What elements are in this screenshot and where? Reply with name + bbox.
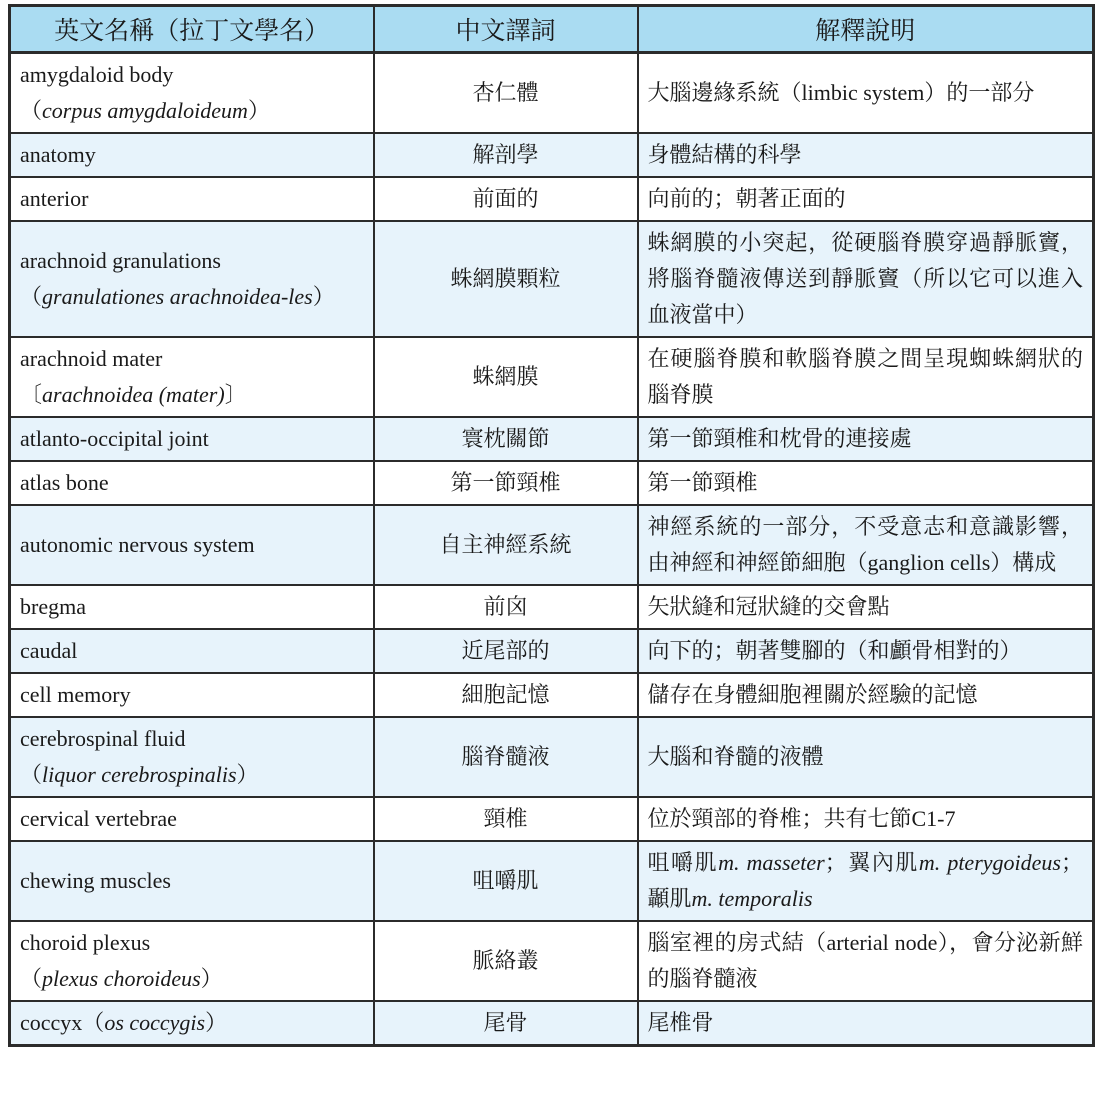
explanation-segment: 位於頸部的脊椎；共有七節C1-7: [647, 806, 956, 831]
term-cell: [10, 177, 374, 221]
chinese-translation: 寰枕關節: [374, 417, 638, 461]
english-term: autonomic nervous system: [20, 532, 255, 557]
header-cell-chinese-translation: 中文譯詞: [374, 6, 638, 53]
chinese-translation: 近尾部的: [374, 629, 638, 673]
term-cell: [10, 133, 374, 177]
latin-name: （plexus choroideus）: [20, 966, 223, 991]
table-row: [10, 673, 1094, 717]
table-row: [10, 53, 1094, 134]
table-row: [10, 337, 1094, 417]
term-cell: [10, 53, 374, 134]
term-cell: [10, 921, 374, 1001]
explanation-cell: [638, 717, 1094, 797]
term-cell: [10, 1001, 374, 1046]
explanation-segment: 神經系統的一部分，不受意志和意識影響，由神經和神經節細胞（ganglion cells）構成: [647, 514, 1083, 575]
term-cell: [10, 841, 374, 921]
term-cell: [10, 337, 374, 417]
header-row: [10, 6, 1094, 53]
english-term: bregma: [20, 594, 86, 619]
table-body: [10, 53, 1094, 1046]
table-row: [10, 505, 1094, 585]
explanation-segment: 身體結構的科學: [647, 142, 802, 167]
chinese-translation: 自主神經系統: [374, 505, 638, 585]
english-term: atlas bone: [20, 470, 109, 495]
explanation-segment: 咀嚼肌: [647, 850, 719, 875]
explanation-cell: [638, 53, 1094, 134]
explanation-segment: m. masseter: [718, 850, 825, 875]
term-cell: [10, 797, 374, 841]
english-term: cell memory: [20, 682, 131, 707]
latin-text: liquor cerebrospinalis: [42, 762, 237, 787]
english-term: cerebrospinal fluid: [20, 726, 186, 751]
english-term: atlanto-occipital joint: [20, 426, 209, 451]
english-term: anterior: [20, 186, 89, 211]
latin-name: （os coccygis）: [82, 1010, 228, 1035]
chinese-translation: 蛛網膜: [374, 337, 638, 417]
explanation-cell: [638, 921, 1094, 1001]
explanation-segment: 第一節頸椎和枕骨的連接處: [647, 426, 912, 451]
explanation-segment: 尾椎骨: [647, 1010, 714, 1035]
english-term: arachnoid mater: [20, 346, 163, 371]
explanation-segment: m. temporalis: [691, 886, 813, 911]
latin-name: （corpus amygdaloideum）: [20, 98, 270, 123]
header-cell-english-name: 英文名稱（拉丁文學名）: [10, 6, 374, 53]
explanation-segment: 蛛網膜的小突起，從硬腦脊膜穿過靜脈竇，將腦脊髓液傳送到靜脈竇（所以它可以進入血液當中）: [647, 230, 1083, 327]
table-row: [10, 1001, 1094, 1046]
table-row: [10, 461, 1094, 505]
chinese-translation: 細胞記憶: [374, 673, 638, 717]
table-row: [10, 629, 1094, 673]
explanation-cell: [638, 673, 1094, 717]
latin-text: granulationes arachnoidea-les: [42, 284, 313, 309]
term-cell: [10, 461, 374, 505]
chinese-translation: 脈絡叢: [374, 921, 638, 1001]
explanation-cell: [638, 841, 1094, 921]
english-term: caudal: [20, 638, 78, 663]
english-term: arachnoid granulations: [20, 248, 221, 273]
table-row: [10, 841, 1094, 921]
explanation-segment: 腦室裡的房式結（arterial node），會分泌新鮮的腦脊髓液: [647, 930, 1083, 991]
table-row: [10, 221, 1094, 337]
latin-text: corpus amygdaloideum: [42, 98, 248, 123]
explanation-cell: [638, 505, 1094, 585]
english-term: coccyx: [20, 1010, 83, 1035]
explanation-segment: 第一節頸椎: [647, 470, 758, 495]
english-term: choroid plexus: [20, 930, 151, 955]
chinese-translation: 前囟: [374, 585, 638, 629]
chinese-translation: 第一節頸椎: [374, 461, 638, 505]
term-cell: [10, 417, 374, 461]
latin-text: os coccygis: [104, 1010, 206, 1035]
chinese-translation: 前面的: [374, 177, 638, 221]
table-row: [10, 797, 1094, 841]
explanation-segment: 向前的；朝著正面的: [647, 186, 846, 211]
term-cell: [10, 673, 374, 717]
chinese-translation: 尾骨: [374, 1001, 638, 1046]
latin-text: arachnoidea (mater): [42, 382, 225, 407]
english-term: chewing muscles: [20, 868, 171, 893]
glossary-table: [8, 4, 1095, 1047]
english-term: amygdaloid body: [20, 62, 174, 87]
table-row: [10, 177, 1094, 221]
explanation-cell: [638, 461, 1094, 505]
term-cell: [10, 505, 374, 585]
chinese-translation: 蛛網膜顆粒: [374, 221, 638, 337]
english-term: cervical vertebrae: [20, 806, 177, 831]
latin-name: 〔arachnoidea (mater)〕: [20, 382, 247, 407]
explanation-segment: 大腦邊緣系統（limbic system）的一部分: [647, 80, 1035, 105]
explanation-segment: ；顳肌: [647, 850, 1083, 911]
explanation-segment: 儲存在身體細胞裡關於經驗的記憶: [647, 682, 978, 707]
explanation-cell: [638, 629, 1094, 673]
explanation-cell: [638, 585, 1094, 629]
chinese-translation: 頸椎: [374, 797, 638, 841]
explanation-cell: [638, 797, 1094, 841]
term-cell: [10, 221, 374, 337]
term-cell: [10, 585, 374, 629]
chinese-translation: 咀嚼肌: [374, 841, 638, 921]
explanation-segment: 大腦和脊髓的液體: [647, 744, 824, 769]
term-cell: [10, 629, 374, 673]
table-row: [10, 717, 1094, 797]
english-term: anatomy: [20, 142, 96, 167]
explanation-segment: ；翼內肌: [824, 850, 919, 875]
explanation-segment: m. pterygoideus: [918, 850, 1061, 875]
explanation-segment: 在硬腦脊膜和軟腦脊膜之間呈現蜘蛛網狀的腦脊膜: [647, 346, 1083, 407]
explanation-cell: [638, 417, 1094, 461]
explanation-cell: [638, 1001, 1094, 1046]
term-cell: [10, 717, 374, 797]
chinese-translation: 解剖學: [374, 133, 638, 177]
explanation-segment: 矢狀縫和冠狀縫的交會點: [647, 594, 890, 619]
explanation-cell: [638, 337, 1094, 417]
header-cell-explanation: 解釋說明: [638, 6, 1094, 53]
chinese-translation: 腦脊髓液: [374, 717, 638, 797]
latin-text: plexus choroideus: [42, 966, 201, 991]
latin-name: （granulationes arachnoidea-les）: [20, 284, 335, 309]
chinese-translation: 杏仁體: [374, 53, 638, 134]
explanation-cell: [638, 133, 1094, 177]
explanation-segment: 向下的；朝著雙腳的（和顱骨相對的）: [647, 638, 1022, 663]
table-row: [10, 921, 1094, 1001]
latin-name: （liquor cerebrospinalis）: [20, 762, 259, 787]
explanation-cell: [638, 177, 1094, 221]
table-row: [10, 417, 1094, 461]
table-row: [10, 133, 1094, 177]
explanation-cell: [638, 221, 1094, 337]
table-row: [10, 585, 1094, 629]
